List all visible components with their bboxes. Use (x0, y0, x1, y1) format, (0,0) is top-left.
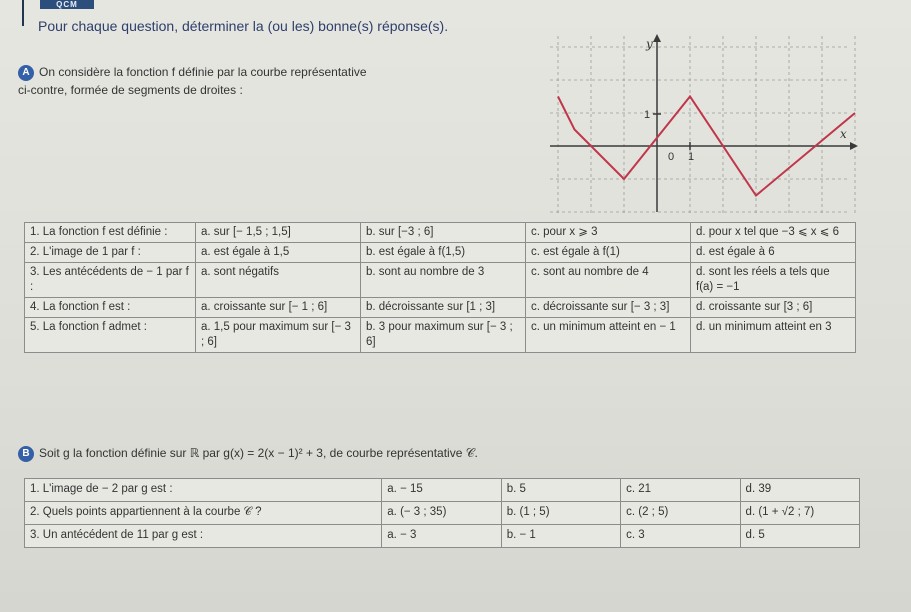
option-d-cell[interactable]: d. croissante sur [3 ; 6] (691, 298, 856, 318)
question-row (25, 479, 860, 502)
option-b-cell[interactable]: b. est égale à f(1,5) (361, 243, 526, 263)
option-a-cell[interactable]: a. − 15 (382, 479, 501, 502)
instruction-title: Pour chaque question, déterminer la (ou les) bonne(s) réponse(s). (38, 18, 449, 34)
option-a-cell[interactable]: a. (− 3 ; 35) (382, 502, 501, 525)
part-b-text: Soit g la fonction définie sur ℝ par g(x) = 2(x − 1)² + 3, de courbe représentative 𝒞. (39, 446, 478, 461)
option-a-cell[interactable]: a. sur [− 1,5 ; 1,5] (196, 223, 361, 243)
question-row (25, 298, 856, 318)
question-row (25, 318, 856, 353)
option-c-cell[interactable]: c. décroissante sur [− 3 ; 3] (526, 298, 691, 318)
option-b-cell[interactable]: b. 3 pour maximum sur [− 3 ; 6] (361, 318, 526, 353)
question-cell: 3. Les antécédents de − 1 par f : (25, 263, 196, 298)
option-c-cell[interactable]: c. un minimum atteint en − 1 (526, 318, 691, 353)
option-b-cell[interactable]: b. − 1 (501, 525, 620, 548)
margin-rule (22, 0, 24, 26)
option-c-cell[interactable]: c. 21 (621, 479, 740, 502)
option-c-cell[interactable]: c. pour x ⩾ 3 (526, 223, 691, 243)
option-d-cell[interactable]: d. pour x tel que −3 ⩽ x ⩽ 6 (691, 223, 856, 243)
x-axis-label: x (840, 127, 847, 141)
tick-y-label: 1 (644, 109, 651, 121)
question-cell: 4. La fonction f est : (25, 298, 196, 318)
option-a-cell[interactable]: a. − 3 (382, 525, 501, 548)
option-c-cell[interactable]: c. sont au nombre de 4 (526, 263, 691, 298)
x-axis-arrow (850, 142, 858, 150)
option-b-cell[interactable]: b. 5 (501, 479, 620, 502)
mcq-table-a (24, 222, 856, 353)
option-d-cell[interactable]: d. 5 (740, 525, 859, 548)
option-d-cell[interactable]: d. un minimum atteint en 3 (691, 318, 856, 353)
y-axis-label: y (646, 37, 653, 51)
question-cell: 1. La fonction f est définie : (25, 223, 196, 243)
option-d-cell[interactable]: d. (1 + √2 ; 7) (740, 502, 859, 525)
question-cell: 3. Un antécédent de 11 par g est : (25, 525, 382, 548)
function-graph (550, 32, 860, 218)
option-a-cell[interactable]: a. 1,5 pour maximum sur [− 3 ; 6] (196, 318, 361, 353)
option-b-cell[interactable]: b. décroissante sur [1 ; 3] (361, 298, 526, 318)
part-b-intro (18, 446, 478, 462)
section-tab: QCM (40, 0, 94, 9)
part-b-badge: B (18, 446, 34, 462)
question-row (25, 502, 860, 525)
tick-x-label: 1 (688, 151, 695, 163)
option-d-cell[interactable]: d. est égale à 6 (691, 243, 856, 263)
option-b-cell[interactable]: b. (1 ; 5) (501, 502, 620, 525)
option-a-cell[interactable]: a. est égale à 1,5 (196, 243, 361, 263)
option-c-cell[interactable]: c. est égale à f(1) (526, 243, 691, 263)
option-c-cell[interactable]: c. (2 ; 5) (621, 502, 740, 525)
option-c-cell[interactable]: c. 3 (621, 525, 740, 548)
option-d-cell[interactable]: d. 39 (740, 479, 859, 502)
option-a-cell[interactable]: a. croissante sur [− 1 ; 6] (196, 298, 361, 318)
part-a-badge: A (18, 65, 34, 81)
question-cell: 2. Quels points appartiennent à la courbe 𝒞 ? (25, 502, 382, 525)
part-a-line2: ci-contre, formée de segments de droites : (18, 83, 243, 97)
question-cell: 2. L'image de 1 par f : (25, 243, 196, 263)
question-row (25, 243, 856, 263)
question-row (25, 223, 856, 243)
question-cell: 1. L'image de − 2 par g est : (25, 479, 382, 502)
option-a-cell[interactable]: a. sont négatifs (196, 263, 361, 298)
mcq-table-b (24, 478, 860, 548)
origin-label: 0 (668, 151, 675, 163)
option-b-cell[interactable]: b. sur [−3 ; 6] (361, 223, 526, 243)
option-b-cell[interactable]: b. sont au nombre de 3 (361, 263, 526, 298)
part-a-intro (18, 63, 538, 99)
question-cell: 5. La fonction f admet : (25, 318, 196, 353)
part-a-line1: On considère la fonction f définie par la courbe représentative (39, 65, 367, 79)
y-axis-arrow (653, 34, 661, 42)
question-row (25, 525, 860, 548)
option-d-cell[interactable]: d. sont les réels a tels que f(a) = −1 (691, 263, 856, 298)
question-row (25, 263, 856, 298)
